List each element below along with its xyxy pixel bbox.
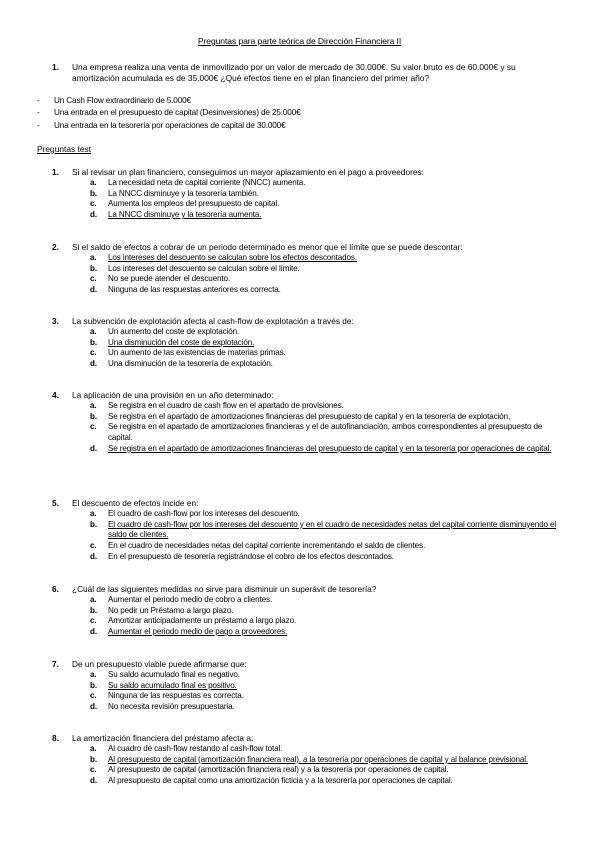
answer-option [52,509,562,520]
question-text: Si al revisar un plan financiero, conseguimos un mayor aplazamiento en el pago a proveedores: [72,167,424,177]
option-letter: a. [90,327,97,336]
option-text: En el cuadro de necesidades netas del capital corriente incrementando el saldo de clientes. [108,541,426,551]
option-letter: a. [90,401,97,410]
option-text: Se registra en el apartado de amortizaciones financieras del presupuesto de capital y en la tesorería de explotación, [108,411,511,421]
option-letter: c. [90,422,97,432]
option-letter: b. [90,519,97,529]
option-letter: a. [90,670,97,679]
option-letter: c. [90,541,97,551]
answer-option [52,670,562,681]
option-text: Un aumento de las existencias de materias primas. [108,348,286,358]
question-text: ¿Cuál de las siguientes medidas no sirve para disminuir un superávit de tesorería? [72,584,377,594]
option-text: Los intereses del descuento se calculan sobre el límite. [108,263,300,273]
question-number: 6. [52,584,59,594]
option-text: Los intereses del descuento se calculan sobre los efectos descontados. [108,253,357,262]
intro-answer [37,107,557,119]
question-text: De un presupuesto viable puede afirmarse que: [72,659,247,669]
intro-answer-text: Una entrada en el presupuesto de capital (Desinversiones) de 25.000€ [54,108,301,118]
option-text: Ninguna de las respuestas es correcta. [108,691,244,701]
answer-option [52,412,562,423]
question-text: La subvención de explotación afecta al cash-flow de explotación a través de: [72,316,354,326]
answer-option [52,776,562,787]
option-text: Su saldo acumulado final es negativo. [108,670,240,679]
question-text: La aplicación de una provisión en un año determinado: [72,390,274,400]
answer-option [52,606,562,617]
option-letter: d. [90,443,97,453]
question-number: 4. [52,390,59,400]
answer-option [52,401,562,412]
option-letter: c. [90,765,97,775]
option-letter: a. [90,253,97,262]
option-text: Ninguna de las respuestas anteriores es correcta. [108,285,281,295]
option-letter: b. [90,754,97,764]
option-letter: b. [90,411,97,421]
question-number: 2. [52,242,59,252]
option-letter: c. [90,274,97,284]
test-question [52,498,562,563]
intro-answer [37,120,557,132]
option-text: Amortizar anticipadamente un préstamo a largo plazo. [108,616,297,626]
answer-option-correct [52,210,562,221]
test-question [52,659,562,713]
option-letter: a. [90,509,97,518]
question-number: 1. [52,167,59,177]
option-text: En el presupuesto de tesorería registrándose el cobro de los efectos descontados. [108,551,394,561]
option-text: No pedir un Préstamo a largo plazo. [108,605,234,615]
answer-option [52,264,562,275]
intro-answer-text: Un Cash Flow extraordinario de 5.000€ [54,96,191,105]
option-letter: c. [90,691,97,701]
test-question [52,390,562,455]
answer-option [52,348,562,359]
option-letter: d. [90,551,97,561]
option-text: El cuadro de cash-flow por los intereses del descuento y en el cuadro de necesidades netas del capital corriente disminuyendo el saldo de clientes. [108,519,557,540]
intro-answer [37,95,557,107]
answer-option-correct [52,520,562,541]
answer-option [52,189,562,200]
answer-option [52,285,562,296]
question-text: Si el saldo de efectos a cobrar de un periodo determinado es menor que el límite que se puede descontar: [72,242,463,252]
option-text: Se registra en el apartado de amortizaciones financieras y el de autofinanciación, ambos correspondientes al presupuesto de capital. [108,422,543,443]
option-letter: b. [90,263,97,273]
option-text: Un aumento del coste de explotación. [108,327,240,336]
option-letter: d. [90,627,97,637]
option-text: Su saldo acumulado final es positivo. [108,680,237,690]
option-letter: d. [90,702,97,712]
option-text: Se registra en el cuadro de cash flow en el apartado de provisiones. [108,401,344,410]
option-text: No se puede atender el descuento. [108,274,231,284]
page-title: Preguntas para parte teórica de Dirección Financiera II [197,36,402,46]
test-question [52,584,562,638]
option-text: Al presupuesto de capital (amortización financiera real) y a la tesorería por operaciones de capital. [108,765,449,775]
option-text: La NNCC disminuye y la tesorería también. [108,188,259,198]
option-text: La necesidad neta de capital corriente (NNCC) aumenta. [108,178,306,187]
test-question [52,167,562,221]
option-letter: d. [90,285,97,295]
dash-bullet-icon: - [37,120,40,130]
dash-bullet-icon: - [37,96,40,105]
section-title: Preguntas test [37,144,92,154]
option-text: Al presupuesto de capital (amortización financiera real), a la tesorería por operaciones de capital y al balance previsional. [108,754,529,764]
option-text: Aumenta los empleos del presupuesto de capital. [108,199,280,209]
answer-option-correct [52,755,562,766]
option-letter: c. [90,348,97,358]
option-letter: a. [90,744,97,753]
dash-bullet-icon: - [37,108,40,118]
option-letter: a. [90,178,97,187]
option-text: No necesita revisión presupuestaria. [108,702,235,712]
answer-option [52,327,562,338]
intro-answer-text: Una entrada en la tesorería por operaciones de capital de 30.000€ [54,120,286,130]
option-letter: c. [90,199,97,209]
answer-option [52,422,562,443]
answer-option [52,541,562,552]
intro-question-text: Una empresa realiza una venta de inmovilizado por un valor de mercado de 30.000€. Su valor bruto es de 60.000€ y su amortización acumulada es de 35.000€ ¿Qué efectos tiene en el plan financiero del primer año? [72,62,516,83]
option-letter: b. [90,680,97,690]
test-question [52,242,562,296]
option-letter: d. [90,359,97,369]
answer-option-correct [52,444,562,455]
intro-answer-list [37,95,557,132]
option-letter: b. [90,605,97,615]
answer-option [52,616,562,627]
option-letter: a. [90,595,97,604]
answer-option [52,274,562,285]
question-number: 8. [52,733,59,743]
answer-option [52,178,562,189]
option-text: Una disminución del coste de explotación. [108,337,255,347]
answer-option-correct [52,681,562,692]
option-text: Una disminución de la tesorería de explotación. [108,359,273,369]
option-text: Aumentar el periodo medio de cobro a clientes. [108,595,273,604]
answer-option [52,702,562,713]
answer-option-correct [52,253,562,264]
test-question [52,316,562,370]
answer-option [52,552,562,563]
answer-option [52,691,562,702]
option-letter: c. [90,616,97,626]
test-question [52,733,562,787]
answer-option [52,359,562,370]
option-letter: b. [90,188,97,198]
option-text: Al cuadro de cash-flow restando al cash-flow total. [108,744,283,753]
option-text: El cuadro de cash-flow por los intereses del descuento. [108,509,300,518]
question-number: 5. [52,498,59,508]
intro-question-number: 1. [52,62,59,72]
answer-option-correct [52,627,562,638]
answer-option [52,744,562,755]
option-text: Se registra en el apartado de amortizaciones financieras del presupuesto de capital y en la tesorería por operaciones de capital. [108,443,552,453]
option-letter: b. [90,337,97,347]
question-number: 3. [52,316,59,326]
option-text: La NNCC disminuye y la tesorería aumenta. [108,210,262,220]
option-letter: d. [90,776,97,786]
option-text: Aumentar el periodo medio de pago a proveedores. [108,627,288,637]
option-letter: d. [90,210,97,220]
question-number: 7. [52,659,59,669]
question-text: La amortización financiera del préstamo afecta a: [72,733,254,743]
answer-option-correct [52,338,562,349]
answer-option [52,595,562,606]
intro-question [52,62,557,84]
answer-option [52,765,562,776]
question-text: El descuento de efectos incide en: [72,498,199,508]
answer-option [52,199,562,210]
option-text: Al presupuesto de capital como una amortización ficticia y a la tesorería por operaciones de capital. [108,776,453,786]
